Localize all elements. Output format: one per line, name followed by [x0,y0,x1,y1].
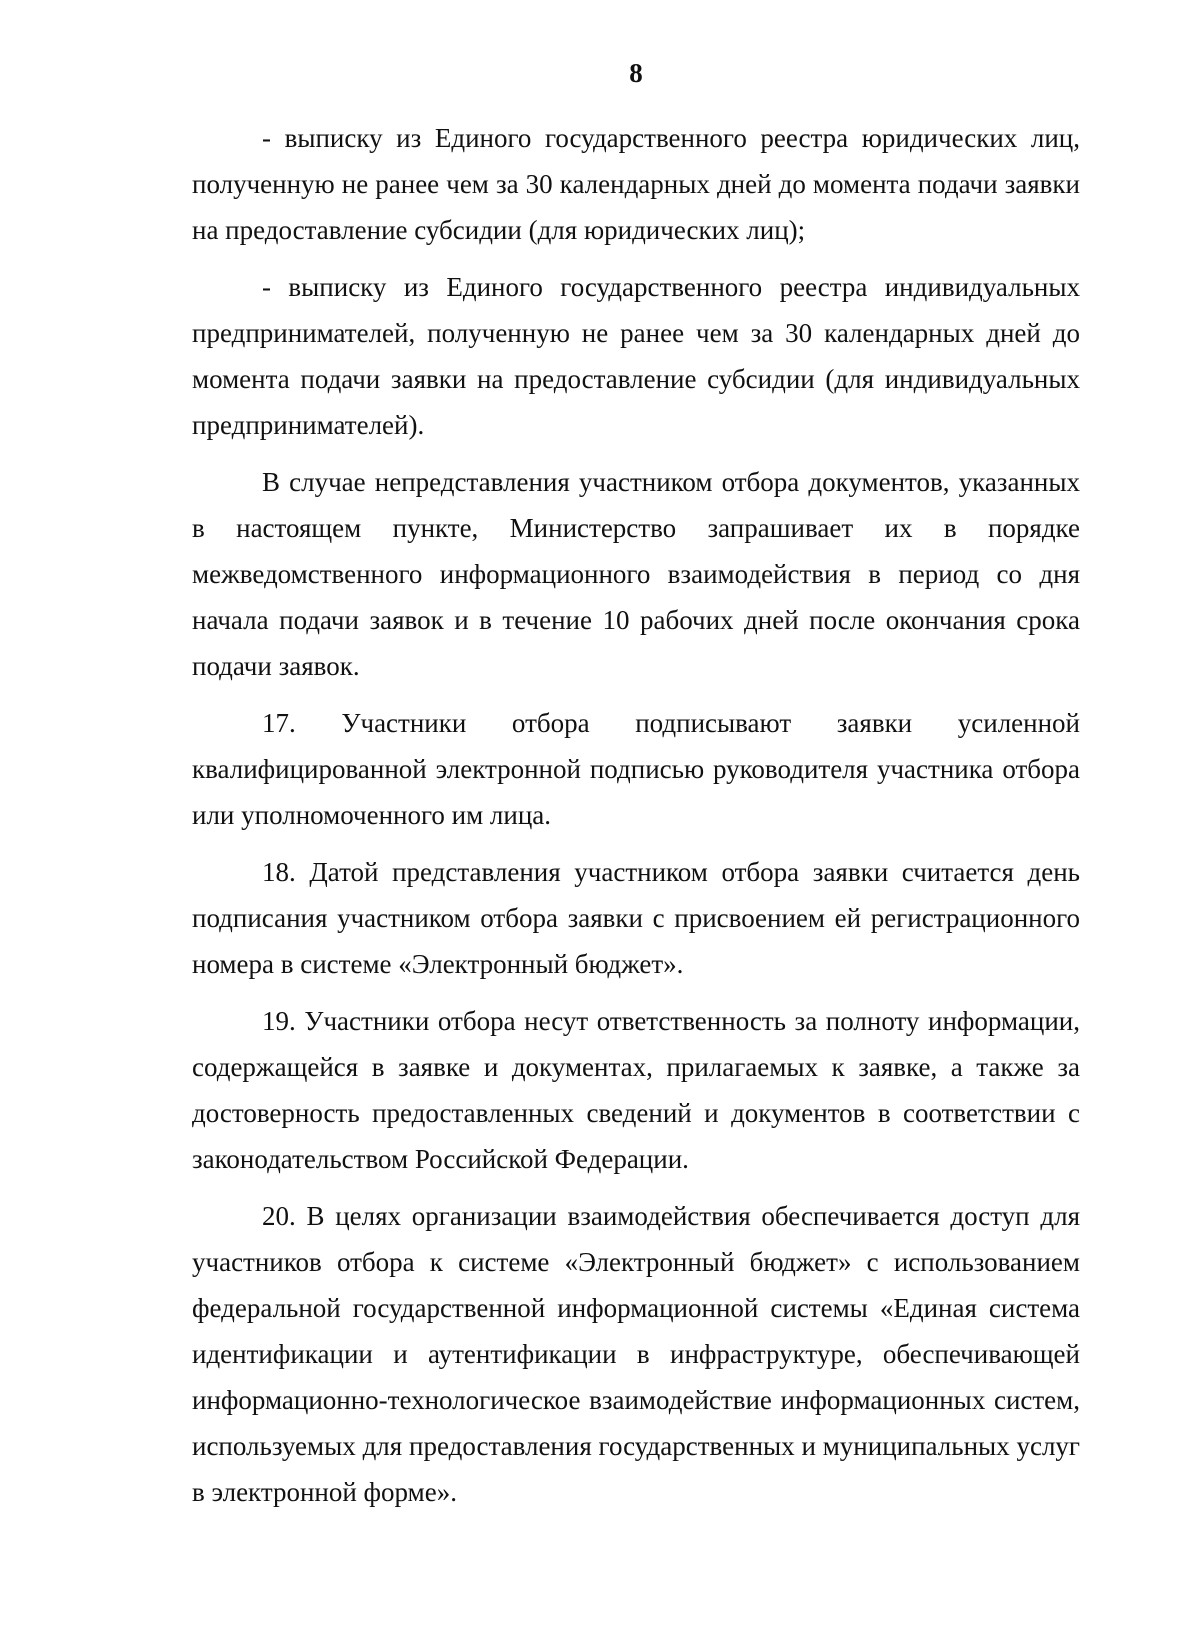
page-number: 8 [629,58,643,88]
paragraph-17-signature: 17. Участники отбора подписывают заявки усиленной квалифицированной электронной подписью руководителя участника отбора или уполномоченного им лица. [192,708,1080,830]
paragraph-20-system-access: 20. В целях организации взаимодействия обеспечивается доступ для участников отбора к системе «Электронный бюджет» с использованием федеральной государственной информационной системы «Единая система идентификации и аутентификации в инфраструктуре, обеспечивающей информационно-технологическое взаимодействие информационных систем, используемых для предоставления государственных и муниципальных услуг в электронной форме». [192,1201,1080,1507]
paragraph-egrul-extract: - выписку из Единого государственного реестра юридических лиц, полученную не ранее чем за 30 календарных дней до момента подачи заявки на предоставление субсидии (для юридических лиц); [192,123,1080,245]
paragraph-interagency-request: В случае непредставления участником отбора документов, указанных в настоящем пункте, Министерство запрашивает их в порядке межведомственного информационного взаимодействия в период со дня начала подачи заявок и в течение 10 рабочих дней после окончания срока подачи заявок. [192,467,1080,681]
paragraph-19-responsibility: 19. Участники отбора несут ответственность за полноту информации, содержащейся в заявке и документах, прилагаемых к заявке, а также за достоверность предоставленных сведений и документов в соответствии с законодательством Российской Федерации. [192,1006,1080,1174]
paragraph-egrip-extract: - выписку из Единого государственного реестра индивидуальных предпринимателей, полученную не ранее чем за 30 календарных дней до момента подачи заявки на предоставление субсидии (для индивидуальных предпринимателей). [192,272,1080,440]
document-body [192,115,1080,1526]
paragraph-18-submission-date: 18. Датой представления участником отбора заявки считается день подписания участником отбора заявки с присвоением ей регистрационного номера в системе «Электронный бюджет». [192,857,1080,979]
